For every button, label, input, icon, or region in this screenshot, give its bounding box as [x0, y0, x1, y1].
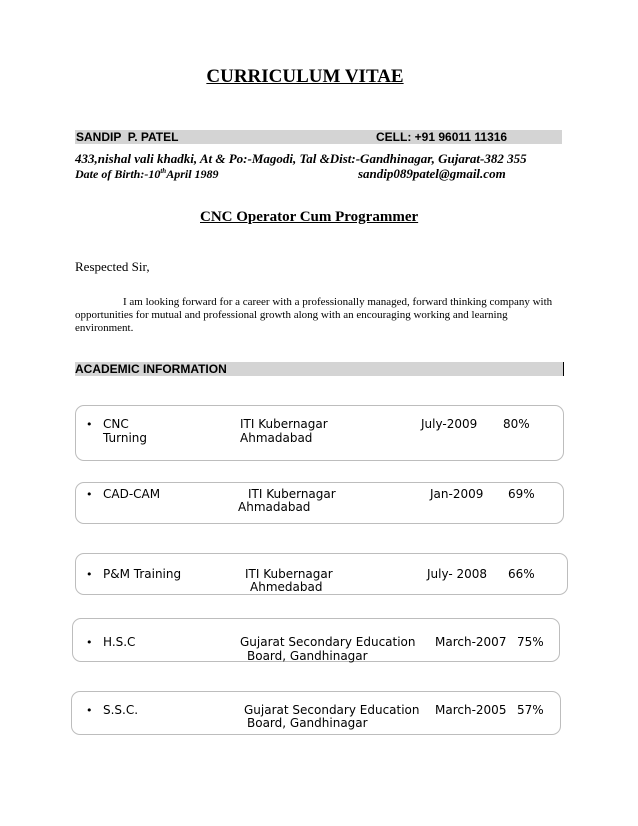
institute-name: Gujarat Secondary Education [240, 635, 416, 649]
course-name: P&M Training [103, 567, 182, 581]
applicant-name: SANDIP P. PATEL [76, 130, 179, 144]
cell-number: CELL: +91 96011 11316 [376, 130, 508, 144]
bullet-icon: • [86, 418, 93, 431]
course-name-line2: Turning [103, 431, 147, 445]
education-entry [75, 405, 564, 461]
bullet-icon: • [86, 704, 93, 717]
bullet-icon: • [86, 568, 93, 581]
section-heading-academic: ACADEMIC INFORMATION [75, 362, 564, 376]
dob-suffix: April 1989 [166, 167, 219, 181]
institute-name: ITI Kubernagar [240, 417, 328, 431]
email-address: sandip089patel@gmail.com [358, 166, 506, 181]
bullet-icon: • [86, 488, 93, 501]
institute-city: Board, Gandhinagar [247, 649, 368, 663]
institute-city: Board, Gandhinagar [247, 716, 368, 730]
score: 69% [508, 487, 535, 501]
contact-bar [75, 130, 562, 144]
institute-city: Ahmedabad [250, 580, 323, 594]
document-title: CURRICULUM VITAE [206, 66, 404, 87]
salutation: Respected Sir, [75, 259, 150, 274]
institute-name: Gujarat Secondary Education [244, 703, 420, 717]
address: 433,nishal vali khadki, At & Po:-Magodi, Tal &Dist:-Gandhinagar, Gujarat-382 355 [75, 151, 527, 166]
passing-date: Jan-2009 [430, 487, 484, 501]
score: 80% [503, 417, 530, 431]
position-title: CNC Operator Cum Programmer [200, 209, 419, 225]
passing-date: March-2005 [435, 703, 507, 717]
date-of-birth [75, 167, 219, 182]
dob-ordinal: th [160, 167, 167, 175]
passing-date: July- 2008 [427, 567, 488, 581]
score: 75% [517, 635, 544, 649]
passing-date: March-2007 [435, 635, 507, 649]
course-name: CAD-CAM [103, 487, 161, 501]
course-name: S.S.C. [103, 703, 139, 717]
objective-paragraph: I am looking forward for a career with a professionally managed, forward thinking company with opportunities for mutual and professional growth along with an encouraging working and learning environment. [75, 296, 553, 334]
institute-name: ITI Kubernagar [245, 567, 333, 581]
course-name: CNC [103, 417, 129, 431]
course-name: H.S.C [103, 635, 136, 649]
institute-name: ITI Kubernagar [248, 487, 336, 501]
passing-date: July-2009 [421, 417, 478, 431]
institute-city: Ahmadabad [240, 431, 313, 445]
bullet-icon: • [86, 636, 93, 649]
dob-prefix: Date of Birth:-10 [75, 167, 161, 181]
score: 57% [517, 703, 544, 717]
institute-city: Ahmadabad [238, 500, 311, 514]
score: 66% [508, 567, 535, 581]
